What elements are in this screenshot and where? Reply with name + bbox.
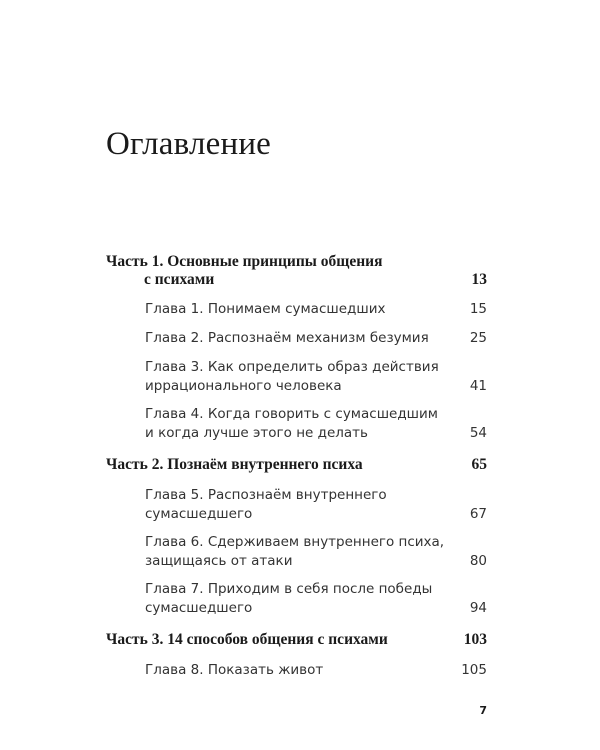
toc-page-number: 54	[469, 425, 487, 441]
toc-chapter-title: Глава 3. Как определить образ действия иррационального человека	[145, 359, 439, 394]
toc-page-number: 80	[469, 553, 487, 569]
page-title: Оглавление	[106, 126, 272, 162]
toc-part-title: Часть 3. 14 способов общения с психами	[106, 631, 388, 648]
toc-part-title: Часть 2. Познаём внутреннего психа	[106, 456, 363, 473]
toc-chapter-title: Глава 1. Понимаем сумасшедших	[145, 301, 386, 317]
toc-page-number: 105	[461, 662, 487, 678]
toc-page-number: 25	[469, 330, 487, 346]
toc-page-number: 67	[469, 506, 487, 522]
toc-chapter-title: Глава 8. Показать живот	[145, 662, 324, 678]
toc-chapter-title: Глава 6. Сдерживаем внутреннего психа, защищаясь от атаки	[145, 534, 445, 569]
toc-chapter-title: Глава 2. Распознаём механизм безумия	[145, 330, 429, 346]
folio-page-number: 7	[479, 704, 487, 717]
toc-page-number: 13	[471, 271, 487, 288]
toc-chapter-title: Глава 4. Когда говорить с сумасшедшим и когда лучше этого не делать	[145, 406, 438, 441]
toc-page-number: 103	[463, 631, 487, 648]
toc-chapter-title: Глава 7. Приходим в себя после победы сумасшедшего	[145, 581, 433, 616]
toc-part-title: Часть 1. Основные принципы общения с психами	[106, 253, 383, 288]
toc-page-number: 41	[469, 378, 487, 394]
toc-page-number: 65	[471, 456, 487, 473]
toc-page-number: 94	[469, 600, 487, 616]
toc-chapter-title: Глава 5. Распознаём внутреннего сумасшедшего	[145, 487, 387, 522]
toc-page-number: 15	[469, 301, 487, 317]
